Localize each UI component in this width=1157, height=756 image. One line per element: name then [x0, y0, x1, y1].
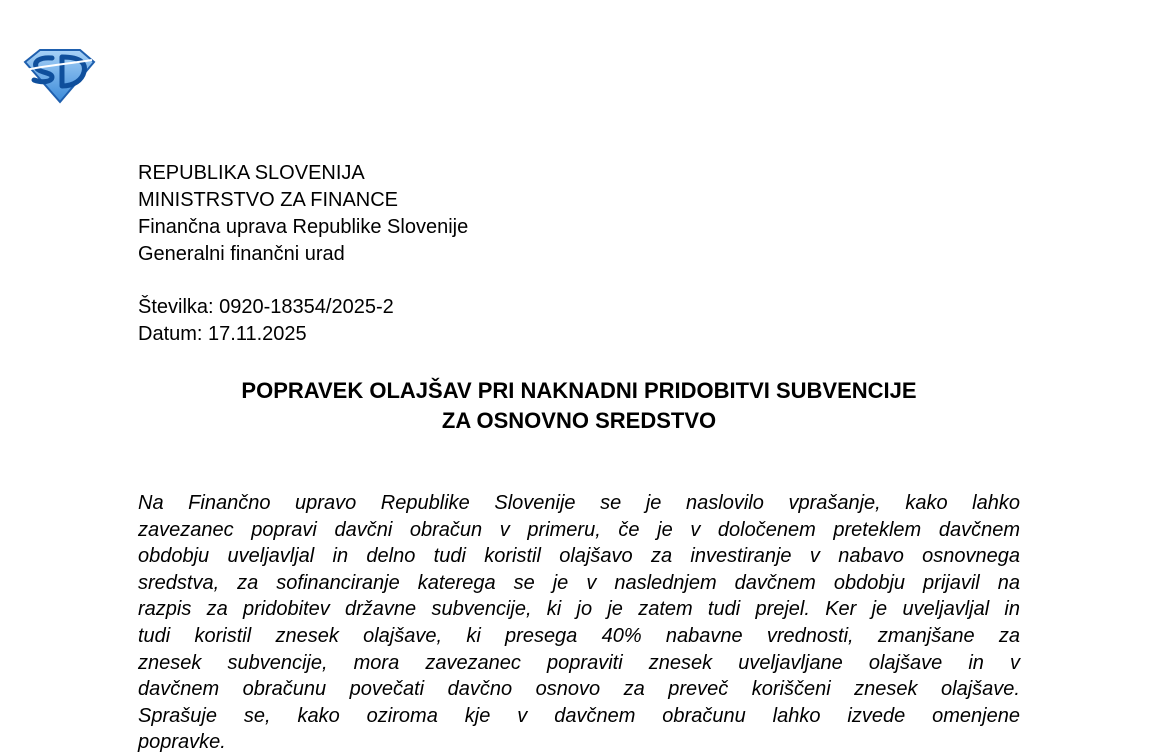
title-line-2: ZA OSNOVNO SREDSTVO	[441, 408, 717, 433]
document-meta	[138, 294, 394, 348]
ministry-logo-icon	[22, 48, 96, 104]
body-line: zavezanec popravi davčni obračun v primeru, če je v določenem preteklem davčnem	[138, 518, 1020, 541]
body-line: Na Finančno upravo Republike Slovenije se je naslovilo vprašanje, kako lahko	[138, 492, 1020, 514]
body-line: razpis za pridobitev državne subvencije, ki jo je zatem tudi prejel. Ker je uveljavljal in	[138, 598, 1020, 621]
document-date: Datum: 17.11.2025	[138, 323, 307, 345]
issuer-header	[138, 160, 468, 268]
title-line-1: POPRAVEK OLAJŠAV PRI NAKNADNI PRIDOBITVI SUBVENCIJE	[241, 378, 917, 403]
body-line: obdobju uveljavljal in delno tudi koristil olajšavo za investiranje v nabavo osnovnega	[138, 545, 1020, 568]
body-line: tudi koristil znesek olajšave, ki presega 40% nabavne vrednosti, zmanjšane za	[138, 624, 1020, 647]
header-country: REPUBLIKA SLOVENIJA	[138, 162, 365, 184]
header-ministry: MINISTRSTVO ZA FINANCE	[138, 189, 399, 211]
body-line: popravke.	[138, 731, 226, 754]
body-paragraph	[138, 490, 1020, 756]
document-title	[138, 376, 1020, 436]
body-line: davčnem obračunu povečati davčno osnovo za preveč koriščeni znesek olajšave.	[138, 678, 1020, 701]
header-administration: Finančna uprava Republike Slovenije	[138, 216, 469, 238]
body-line: znesek subvencije, mora zavezanec popraviti znesek uveljavljane olajšave in v	[138, 651, 1020, 674]
body-line: Sprašuje se, kako oziroma kje v davčnem obračunu lahko izvede omenjene	[138, 704, 1020, 727]
body-line: sredstva, za sofinanciranje katerega se je v naslednjem davčnem obdobju prijavil na	[138, 571, 1020, 594]
document-number: Številka: 0920-18354/2025-2	[138, 296, 394, 318]
header-office: Generalni finančni urad	[138, 243, 345, 265]
